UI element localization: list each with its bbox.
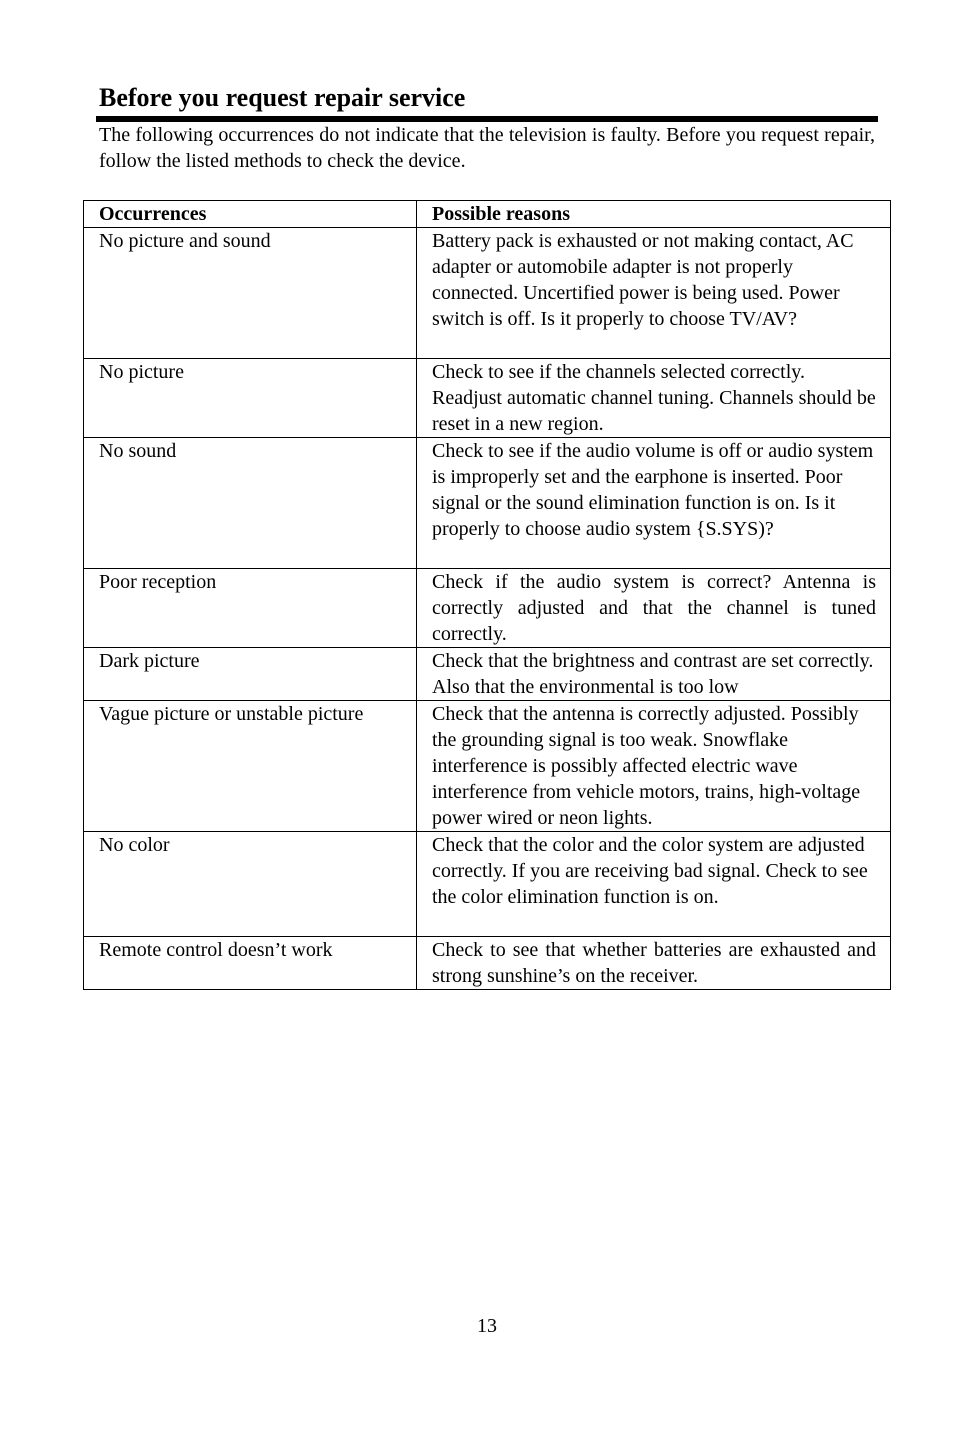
table-row [84, 438, 891, 569]
table-row [84, 359, 891, 438]
reasons-cell: Check to see if the audio volume is off or audio system is improperly set and the earphone is inserted. Poor signal or the sound elimination function is on. Is it properly to choose audio system {S.SYS)? [417, 438, 891, 569]
table-row [84, 569, 891, 648]
table-row [84, 832, 891, 937]
occurrence-cell: Vague picture or unstable picture [84, 701, 417, 832]
occurrence-cell: No sound [84, 438, 417, 569]
reasons-cell: Battery pack is exhausted or not making contact, AC adapter or automobile adapter is not properly connected. Uncertified power is being used. Power switch is off. Is it properly to choose TV/AV? [417, 228, 891, 359]
reasons-cell: Check to see that whether batteries are exhausted and strong sunshine’s on the receiver. [417, 937, 891, 990]
table-row [84, 228, 891, 359]
occurrence-cell: No picture [84, 359, 417, 438]
occurrence-cell: Remote control doesn’t work [84, 937, 417, 990]
table-row [84, 937, 891, 990]
table-header-row [84, 201, 891, 228]
page-number: 13 [477, 1315, 497, 1337]
header-occurrences: Occurrences [84, 201, 417, 228]
table-row [84, 701, 891, 832]
occurrence-cell: No picture and sound [84, 228, 417, 359]
reasons-cell: Check that the brightness and contrast are set correctly. Also that the environmental is too low [417, 648, 891, 701]
reasons-cell: Check to see if the channels selected correctly. Readjust automatic channel tuning. Channels should be reset in a new region. [417, 359, 891, 438]
reasons-cell: Check if the audio system is correct? Antenna is correctly adjusted and that the channel is tuned correctly. [417, 569, 891, 648]
page-title: Before you request repair service [99, 83, 466, 112]
header-possible-reasons: Possible reasons [417, 201, 891, 228]
occurrence-cell: Poor reception [84, 569, 417, 648]
troubleshooting-table [83, 200, 891, 990]
table-row [84, 648, 891, 701]
intro-paragraph: The following occurrences do not indicate that the television is faulty. Before you request repair, follow the listed methods to check the device. [99, 124, 875, 172]
reasons-cell: Check that the antenna is correctly adjusted. Possibly the grounding signal is too weak. Snowflake interference is possibly affected electric wave interference from vehicle motors, trains, high-voltage power wired or neon lights. [417, 701, 891, 832]
occurrence-cell: Dark picture [84, 648, 417, 701]
occurrence-cell: No color [84, 832, 417, 937]
reasons-cell: Check that the color and the color system are adjusted correctly. If you are receiving bad signal. Check to see the color elimination function is on. [417, 832, 891, 937]
